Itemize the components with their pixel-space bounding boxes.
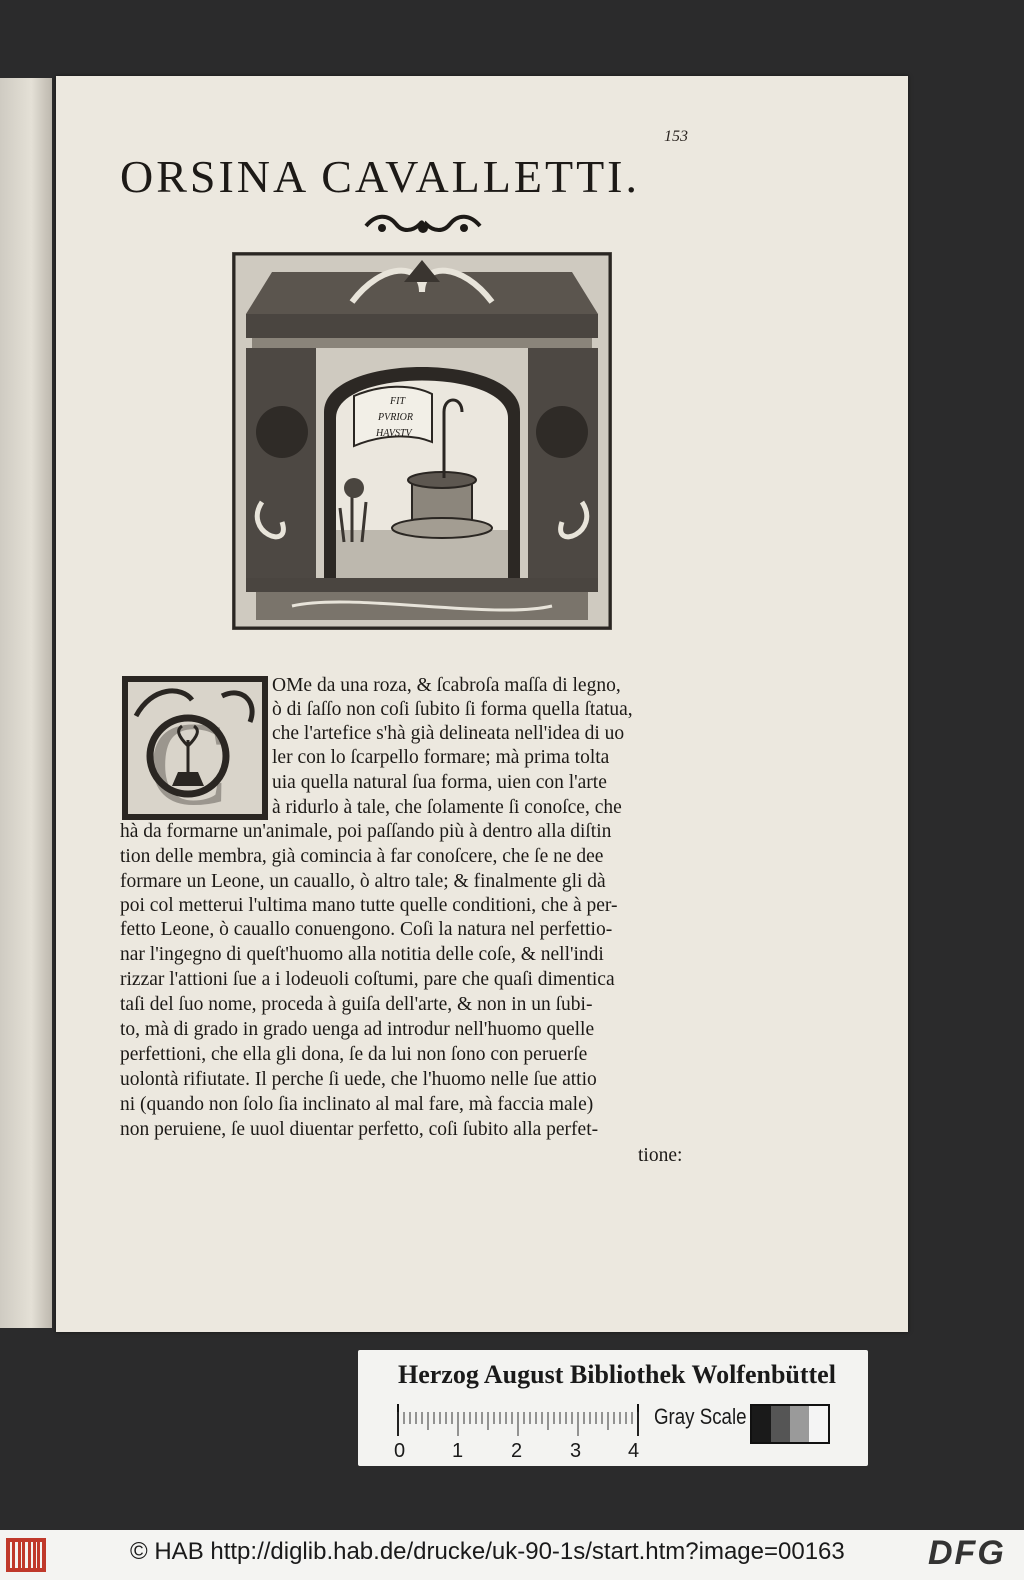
body-line: che l'artefice s'hà già delineata nell'idea di uo: [272, 723, 625, 744]
body-line: ni (quando non ſolo ſia inclinato al mal fare, mà faccia male): [120, 1094, 594, 1115]
gray-patch: [809, 1406, 828, 1442]
drop-cap-letter: C: [148, 697, 229, 820]
gray-patch: [771, 1406, 790, 1442]
gray-patch: [790, 1406, 809, 1442]
footer-bar: [0, 1530, 1024, 1580]
body-line: ò di ſaſſo non coſi ſubito ſi forma quella ſtatua,: [272, 699, 633, 720]
body-line: à ridurlo à tale, che ſolamente ſi conoſce, che: [272, 797, 622, 818]
emblem-motto-line-2: PVRIOR: [378, 412, 413, 423]
facing-page-edge: [0, 78, 52, 1328]
emblem-motto-line-3: HAVSTV: [376, 428, 412, 439]
body-line: hà da formarne un'animale, poi paſſando più à dentro alla diſtin: [120, 821, 612, 842]
ruler-number: 1: [452, 1440, 464, 1462]
body-line: uolontà rifiutate. Il perche ſi uede, che l'huomo nelle ſue attio: [120, 1069, 597, 1090]
ruler-number: 3: [570, 1440, 582, 1462]
body-line: poi col metterui l'ultima mano tutte quelle conditioni, che à per-: [120, 895, 618, 916]
library-name: Herzog August Bibliothek Wolfenbüttel: [398, 1360, 836, 1389]
emblem-motto-line-1: FIT: [390, 396, 405, 407]
body-line: tione:: [638, 1145, 683, 1166]
body-line: rizzar l'attioni ſue a i lodeuoli coſtumi, pare che quaſi dimentica: [120, 969, 615, 990]
barcode-icon: [6, 1538, 46, 1572]
ruler-scale: [396, 1402, 646, 1438]
title-ornament-icon: [362, 212, 484, 238]
body-line: taſi del ſuo nome, proceda à guiſa dell'arte, & non in un ſubi-: [120, 994, 593, 1015]
ruler-number: 4: [628, 1440, 640, 1462]
body-line: perfettioni, che ella gli dona, ſe da lui non ſono con peruerſe: [120, 1044, 588, 1065]
source-credit: © HAB http://diglib.hab.de/drucke/uk-90-1s/start.htm?image=00163: [130, 1538, 845, 1565]
body-line: uia quella natural ſua forma, uien con l'arte: [272, 772, 607, 793]
body-line: fetto Leone, ò cauallo conuengono. Coſi la natura nel perfettio-: [120, 919, 613, 940]
gray-patch: [752, 1406, 771, 1442]
gray-scale-label: Gray Scale: [654, 1404, 747, 1429]
body-line: OMe da una roza, & ſcabroſa maſſa di legno,: [272, 675, 621, 696]
gray-scale-patches: [750, 1404, 830, 1444]
body-line: nar l'ingegno di queſt'huomo alla notitia delle coſe, & nell'indi: [120, 944, 604, 965]
emblem-engraving: [232, 252, 612, 630]
body-line: formare un Leone, un cauallo, ò altro tale; & finalmente gli dà: [120, 871, 606, 892]
body-line: tion delle membra, già comincia à far conoſcere, che ſe ne dee: [120, 846, 604, 867]
drop-cap-ornament: [122, 676, 268, 820]
page-title: ORSINA CAVALLETTI.: [120, 151, 640, 202]
dfg-logo: DFG: [928, 1534, 1006, 1572]
body-line: non peruiene, ſe uuol diuentar perfetto, coſi ſubito alla perfet-: [120, 1119, 599, 1140]
ruler-number: 0: [394, 1440, 406, 1462]
ruler-number: 2: [511, 1440, 523, 1462]
body-line: to, mà di grado in grado uenga ad introdur nell'huomo quelle: [120, 1019, 595, 1040]
body-line: ler con lo ſcarpello formare; mà prima tolta: [272, 747, 610, 768]
page-number: 153: [664, 128, 688, 145]
color-reference-card: [358, 1350, 868, 1466]
